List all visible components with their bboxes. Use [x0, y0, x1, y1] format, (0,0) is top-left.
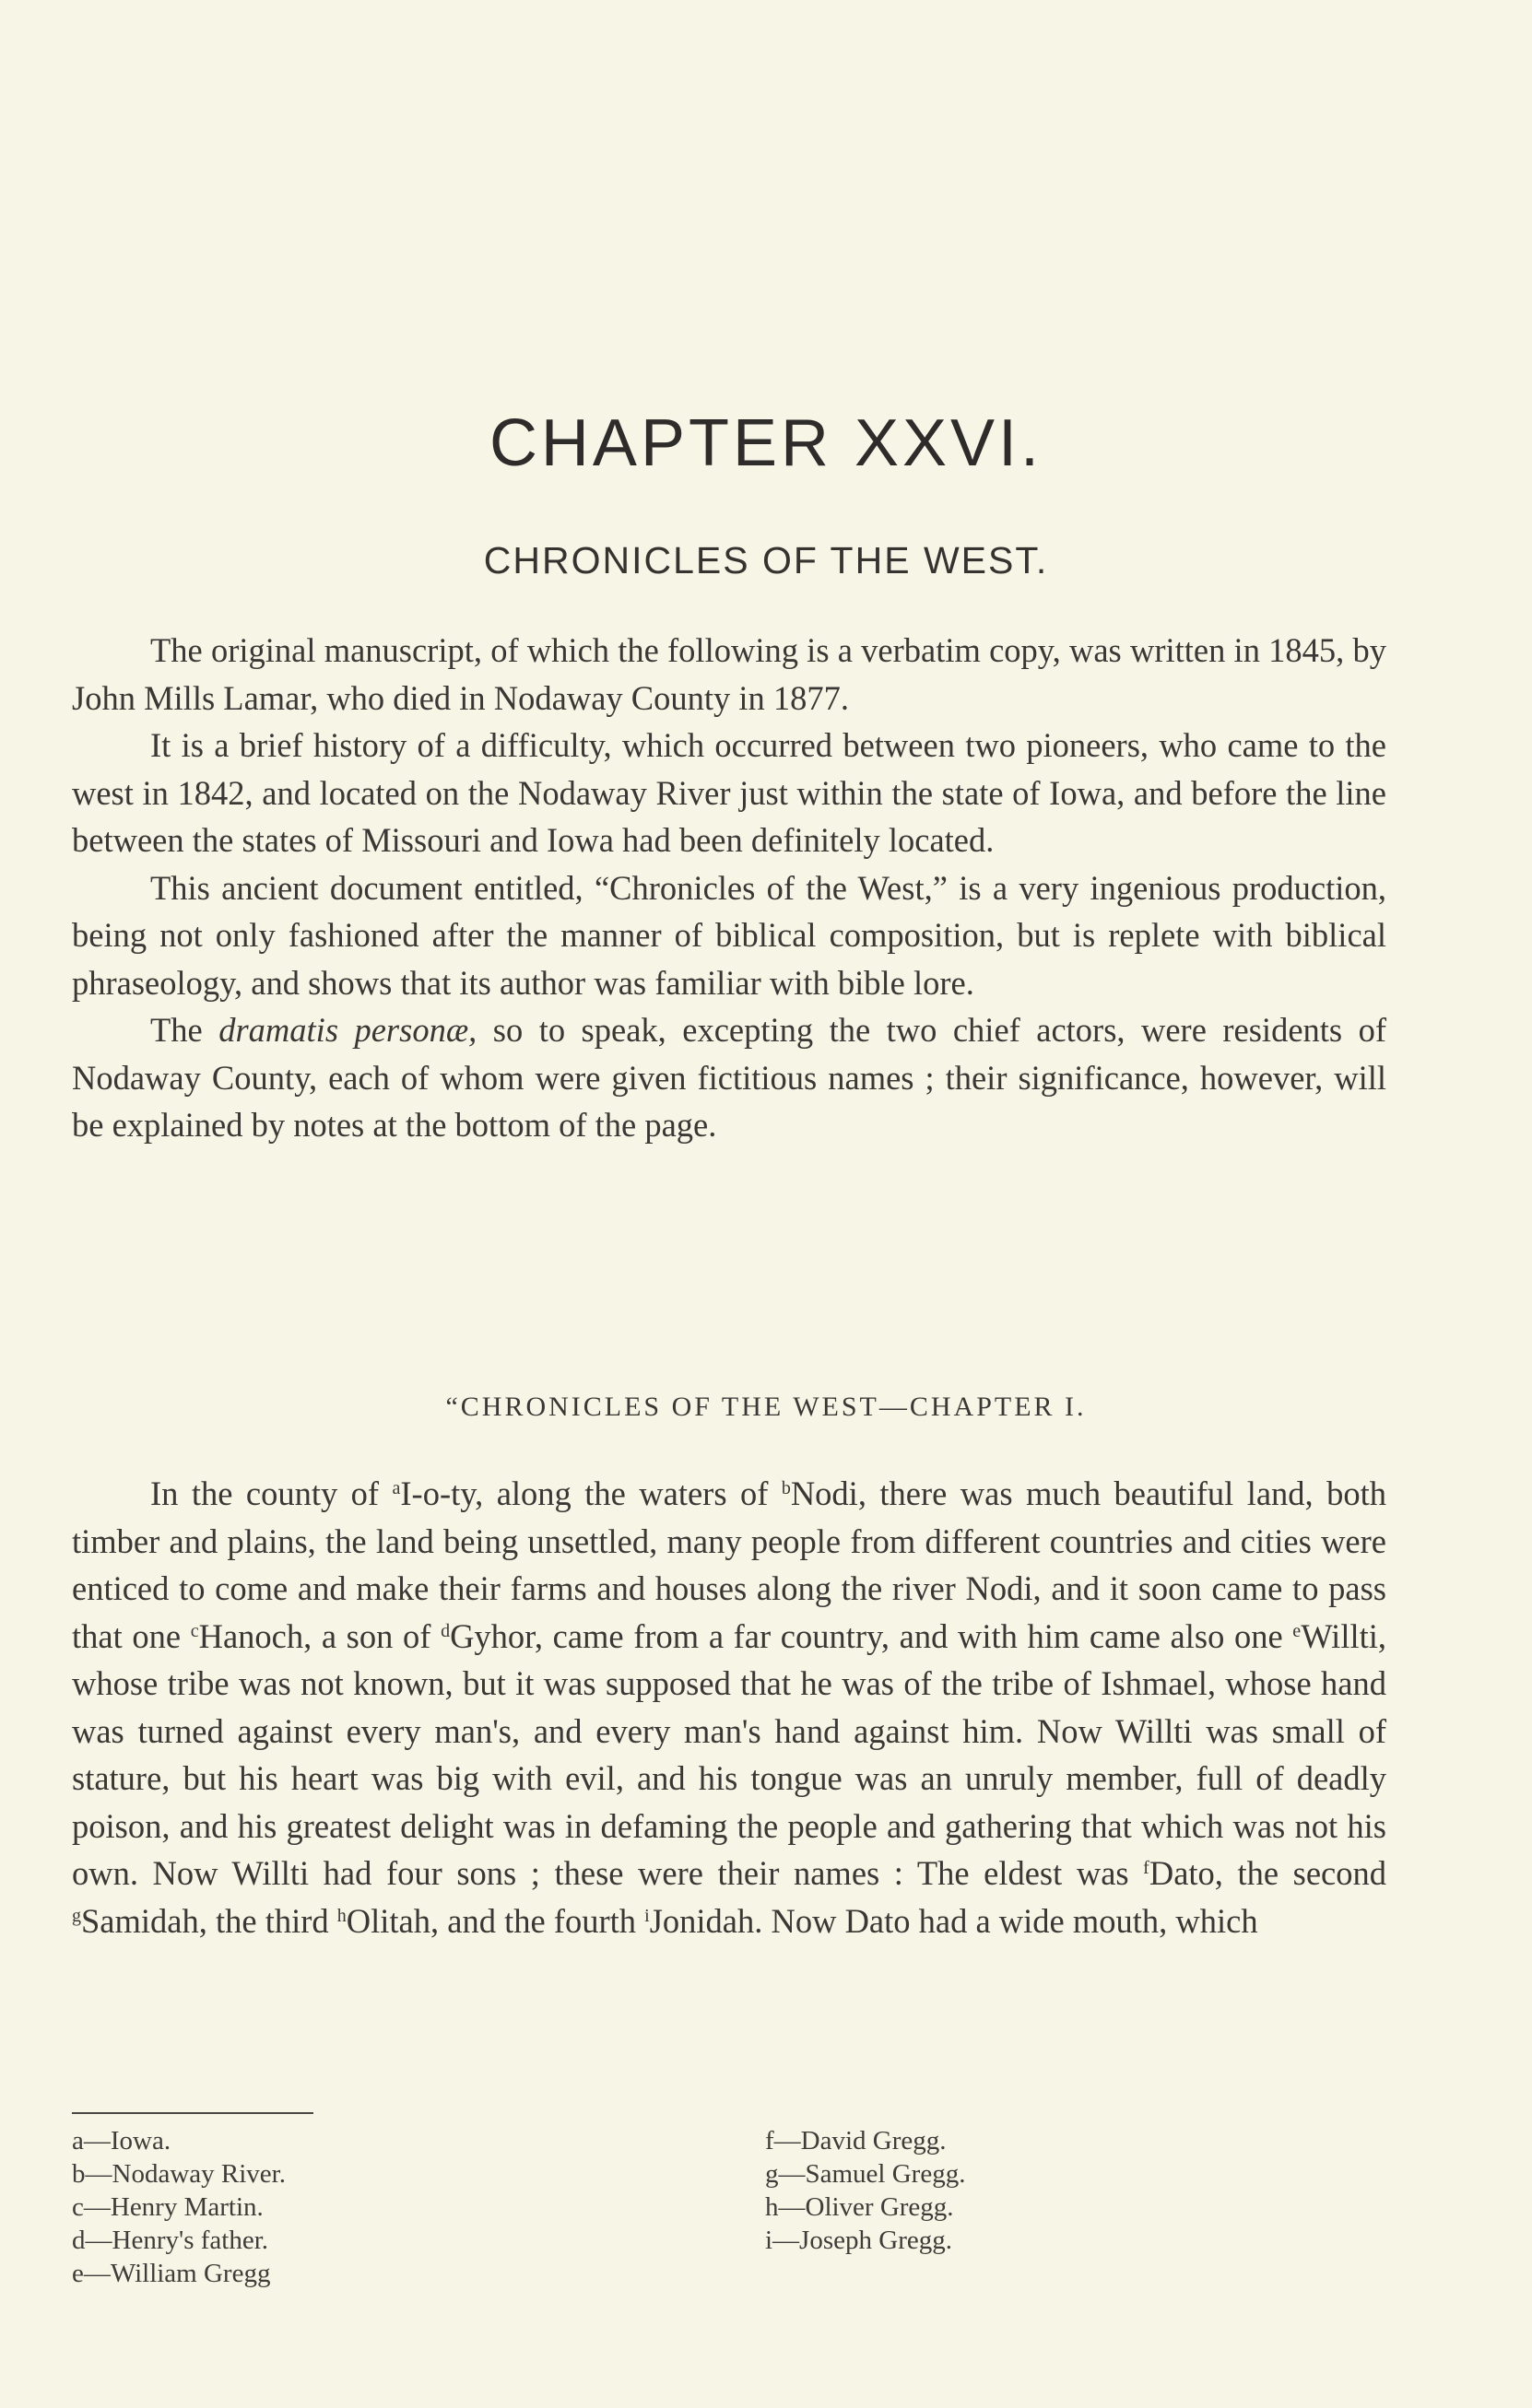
narrative-text: Hanoch, a son of — [198, 1616, 442, 1655]
footnotes-left — [72, 2124, 286, 2290]
narrative-text: Jonidah. Now Dato had a wide mouth, which — [649, 1901, 1258, 1940]
footnotes-right — [765, 2124, 965, 2257]
footnote-marker: g — [72, 1905, 81, 1926]
footnote-marker: f — [1143, 1858, 1149, 1878]
footnote-h: h—Oliver Gregg. — [765, 2192, 954, 2222]
footnote-marker: d — [441, 1620, 451, 1641]
narrative-text: I-o-ty, along the waters of — [400, 1474, 782, 1512]
footnote-marker: a — [392, 1478, 401, 1498]
p4-rest: so to speak, excepting the two chief actors, were residents of Nodaway County, each of whom were given fictitious names ; their significance, however, will be explained by notes at the bottom of the page. — [72, 1011, 1386, 1144]
intro-paragraph-2: It is a brief history of a difficulty, which occurred between two pioneers, who came to the west in 1842, and located on the Nodaway River just within the state of Iowa, and before the line between the states of Missouri and Iowa had been definitely located. — [72, 726, 1386, 859]
dramatis-personae: dramatis personæ, — [218, 1011, 477, 1049]
narrative-text: Gyhor, came from a far country, and with him came also one — [450, 1616, 1293, 1655]
narrative-text: Nodi, there was much beautiful land, both timber and plains, the land being unsettled, many people from different countries and cities were enticed to come and make their farms and houses along the river Nodi, and it soon came to pass that one — [72, 1474, 1386, 1655]
intro-paragraph-1: The original manuscript, of which the following is a verbatim copy, was written in 1845, by John Mills Lamar, who died in Nodaway County in 1877. — [72, 631, 1386, 717]
footnote-divider — [72, 2112, 313, 2114]
footnote-e: e—William Gregg — [72, 2259, 271, 2288]
chapter-title: CHAPTER XXVI. — [489, 406, 1043, 480]
intro-section — [72, 627, 1386, 1149]
inner-chapter-heading: “CHRONICLES OF THE WEST—CHAPTER I. — [445, 1392, 1087, 1422]
chapter-subtitle: CHRONICLES OF THE WEST. — [483, 539, 1049, 581]
intro-paragraph-4 — [72, 1006, 1386, 1149]
footnote-d: d—Henry's father. — [72, 2226, 268, 2255]
footnote-marker: h — [336, 1905, 347, 1926]
footnote-g: g—Samuel Gregg. — [765, 2159, 966, 2189]
intro-paragraph-3: This ancient document entitled, “Chronicles of the West,” is a very ingenious production, being not only fashioned after the manner of biblical composition, but is replete with biblical phraseology, and shows that its author was familiar with bible lore. — [72, 868, 1386, 1002]
narrative-text: Samidah, the third — [81, 1901, 337, 1940]
narrative-text: Olitah, and the fourth — [346, 1901, 645, 1940]
narrative-text: Willti, whose tribe was not known, but it was supposed that he was of the tribe of Ishmael, whose hand was turned against every man's, and every man's hand against him. Now Willti was small of stature, but his heart was big with evil, and his tongue was an unruly member, full of deadly poison, and his greatest delight was in defaming the people and gathering that which was not his own. Now Willti had four sons ; these were their names : The eldest was — [72, 1616, 1387, 1892]
footnote-f: f—David Gregg. — [765, 2126, 947, 2155]
footnote-marker: b — [781, 1478, 791, 1498]
footnote-i: i—Joseph Gregg. — [765, 2226, 952, 2255]
p4-lead: The — [150, 1011, 219, 1049]
narrative-section — [72, 1470, 1386, 1944]
narrative-text: In the county of — [150, 1474, 393, 1512]
footnote-c: c—Henry Martin. — [72, 2192, 264, 2222]
footnote-a: a—Iowa. — [72, 2126, 171, 2155]
footnote-marker: i — [644, 1905, 650, 1926]
footnote-marker: c — [190, 1620, 199, 1641]
footnote-b: b—Nodaway River. — [72, 2159, 286, 2189]
narrative-text: Dato, the second — [1149, 1854, 1386, 1892]
narrative-paragraph — [72, 1470, 1386, 1944]
footnote-marker: e — [1292, 1620, 1302, 1641]
